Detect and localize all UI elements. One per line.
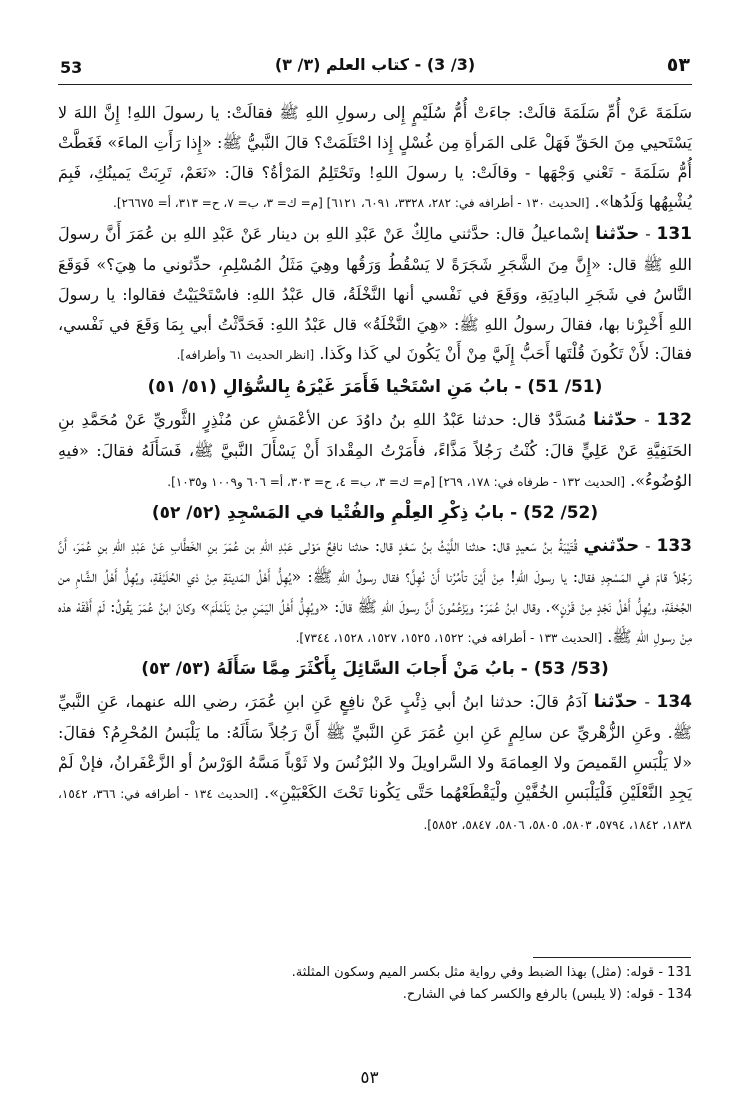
header-rule [58,84,692,85]
footer-page-number: ٥٣ [360,1068,379,1088]
hadith-number: 133 [656,536,693,557]
main-text [58,98,692,841]
hadith-number: 132 [656,409,693,430]
hadith-opener: حدّثنا [593,691,638,713]
footnote-131: 131 - قوله: (مثل) بهذا الضبط وفي رواية مثل بكسر الميم وسكون المثلثة. [291,965,692,980]
footnotes [58,962,692,1006]
hadith-reference: [الحديث ١٣٤ - أطرافه في: ٣٦٦، ١٥٤٢، ١٨٣٨، ١٨٤٢، ٥٧٩٤، ٥٨٠٣، ٥٨٠٥، ٥٨٠٦، ٥٨٤٧، ٥٨٥٢]. [58,786,692,833]
hadith-reference: [الحديث ١٣٢ - طرفاه في: ١٧٨، ٢٦٩] [م= ك= ٣، ب= ٤، ح= ٣٠٣، أ= ٦٠٦ و١٠٠٩ و١٠٣٥]. [167,474,626,489]
footnote-134: 134 - قوله: (لا يلبس) بالرفع والكسر كما في الشارح. [402,987,692,1002]
hadith-134: 134 - حدّثنا آدَمُ قالَ: حدثنا ابنُ أبي ذِئْبٍ عَنْ نافِعٍ عَنِ ابنِ عُمَرَ، رضي الله عنهما، عَنِ النَّبيِّ ﷺ. وعَنِ الزُّهْريِّ عن سالِمٍ عَنِ ابنِ عُمَرَ عَنِ النَّبيِّ ﷺ أَنَّ رَجُلاً سَأَلَهُ: ما يَلْبَسُ المُحْرِمُ؟ فقالَ: «لا يَلْبَسِ القَميصَ ولا العِمامَةَ ولا السَّراويلَ ولا البُرْنُسَ ولا ثَوْباً مَسَّهُ الوَرْسُ أو الزَّعْفَرانُ، فإنْ لَمْ يَجِدِ النَّعْلَيْنِ فَلْيَلْبَسِ الخُفَّيْنِ ولْيَقْطَعْهُما حَتَّى يَكُونا تَحْتَ الكَعْبَيْنِ». [الحديث ١٣٤ - أطرافه في: ٣٦٦، ١٥٤٢، ١٨٣٨، ١٨٤٢، ٥٧٩٤، ٥٨٠٣، ٥٨٠٥، ٥٨٠٦، ٥٨٤٧، ٥٨٥٢]. [58,691,693,833]
hadith-opener: حدّثنا [593,408,638,430]
hadith-reference: [انظر الحديث ٦١ وأطرافه]. [176,348,315,363]
hadith-number: 131 [656,224,693,245]
hadith-text: قُتَيْبَةُ بنُ سَعيدٍ قال: حدثنا اللَّيْثُ بنُ سَعْدٍ قال: حدثنا نافِعٌ مَوْلى عَبْدِ اللهِ بن عُمَرَ بنِ الخَطَّابِ عَنْ عَبْدِ اللهِ بنِ عُمَرَ، أَنَّ رَجُلاً قامَ في المَسْجِدِ فقال: يا رسولَ اللهِ! مِنْ أَيْنَ تأمُرُنا أَنْ نُهِلَّ؟ فقال رسولُ اللهِ ﷺ: «يُهِلُّ أَهْلُ المَدينَةِ مِنْ ذي الحُلَيْفَةِ، ويُهِلُّ أَهْلُ الشَّامِ من الجُحْفَةِ، ويُهِلُّ أَهْلُ نَجْدٍ مِنْ قَرْنٍ». وقال ابنُ عُمَرَ: ويَزْعُمُونَ أَنَّ رسولَ اللهِ ﷺ قالَ: «ويُهِلُّ أَهْلُ اليَمَنِ مِنْ يَلَمْلَمَ» وكانَ ابنُ عُمَرَ يَقُولُ: لَمْ أَفْقَهْ هذه مِنْ رسولِ اللهِ ﷺ. [58,536,692,646]
hadith-reference: [الحديث ١٣٠ - أطرافه في: ٢٨٢، ٣٣٢٨، ٦٠٩١، ٦١٢١] [م= ك= ٣، ب= ٧، ح= ٣١٣، أ= ٢٦٦٧٥]. [113,196,590,211]
hadith-text: مُسَدَّدٌ قال: حدثنا عَبْدُ اللهِ بنُ داوُدَ عن الأعْمَشِ عن مُنْذِرٍ الثَّوريِّ عَنْ مُحَمَّدِ بنِ الحَنَفِيَّةِ عَنْ عَلِيٍّ قالَ: كُنْتُ رَجُلاً مَذَّاءً، فأَمَرْتُ المِقْدادَ أَنْ يَسْأَلَ النَّبيَّ ﷺ، فَسَأَلَهُ فقالَ: «فيهِ الوُضُوءُ». [58,409,692,490]
hadith-130-continuation [58,98,692,219]
hadith-text: إسْماعيلُ قال: حدَّثني مالِكٌ عَنْ عَبْدِ اللهِ بن دينار عَنْ عَبْدِ اللهِ بن عُمَرَ أَنَّ رسولَ اللهِ ﷺ قال: «إِنَّ مِنَ الشَّجَرِ شَجَرَةً لا يَسْقُطُ وَرَقُها وهِيَ مَثَلُ المُسْلِمِ، حدِّثوني ما هِيَ؟» فَوَقَعَ النَّاسُ في شَجَرِ البادِيَةِ، ووَقَعَ في نَفْسي أنها النَّخْلَةُ، قال عَبْدُ اللهِ: فاسْتَحْيَيْتُ فقالوا: يا رسولَ اللهِ أَخْبِرْنا بها، فقالَ رسولُ اللهِ ﷺ: «هِيَ النَّخْلَةُ» قال عَبْدُ اللهِ: فَحَدَّثْتُ أبي بِمَا وَقَعَ في نَفْسي، فقالَ: لأَنْ تَكُونَ قُلْتَها أَحَبُّ إِلَيَّ مِنْ أَنْ يَكُونَ لي كَذا وكَذا. [58,224,692,364]
hadith-reference: [الحديث ١٣٣ - أطرافه في: ١٥٢٢، ١٥٢٥، ١٥٢٧، ١٥٢٨، ٧٣٤٤]. [295,630,603,645]
page-number-latin: 53 [60,58,83,77]
chapter-heading-52: (52/ 52) - بابُ ذِكْرِ العِلْمِ والفُتْيا في المَسْجِدِ (٥٢/ ٥٢) [151,503,599,524]
hadith-text: سَلَمَةَ عَنْ أُمِّ سَلَمَةَ قالَتْ: جاءَتْ أُمُّ سُلَيْمٍ إِلى رسولِ اللهِ ﷺ فقالَتْ: يا رسولَ اللهِ! إِنَّ اللهَ لا يَسْتَحيي مِنَ الحَقِّ فَهَلْ عَلى المَرأةِ مِن غُسْلٍ إِذا احْتَلَمَتْ؟ قالَ النَّبيُّ ﷺ: «إِذا رَأَتِ الماءَ» فَغَطَّتْ أُمُّ سَلَمَةَ - تَعْني وَجْهَها - وقالَتْ: يا رسولَ اللهِ! وتَحْتَلِمُ المَرْأةُ؟ قالَ: «نَعَمْ، تَرِبَتْ يَمينُكِ، فَبِمَ يُشْبِهُها وَلَدُها». [58,103,692,212]
hadith-131: 131 - حدّثنا إسْماعيلُ قال: حدَّثني مالِكٌ عَنْ عَبْدِ اللهِ بن دينار عَنْ عَبْدِ اللهِ بن عُمَرَ أَنَّ رسولَ اللهِ ﷺ قال: «إِنَّ مِنَ الشَّجَرِ شَجَرَةً لا يَسْقُطُ وَرَقُها وهِيَ مَثَلُ المُسْلِمِ، حدِّثوني ما هِيَ؟» فَوَقَعَ النَّاسُ في شَجَرِ البادِيَةِ، ووَقَعَ في نَفْسي أنها النَّخْلَةُ، قال عَبْدُ اللهِ: فاسْتَحْيَيْتُ فقالوا: يا رسولَ اللهِ أَخْبِرْنا بها، فقالَ رسولُ اللهِ ﷺ: «هِيَ النَّخْلَةُ» قال عَبْدُ اللهِ: فَحَدَّثْتُ أبي بِمَا وَقَعَ في نَفْسي، فقالَ: لأَنْ تَكُونَ قُلْتَها أَحَبُّ إِلَيَّ مِنْ أَنْ يَكُونَ لي كَذا وكَذا. [انظر الحديث ٦١ وأطرافه]. [58,223,693,364]
hadith-number: 134 [656,692,693,713]
footnote-rule [533,957,691,958]
hadith-text: آدَمُ قالَ: حدثنا ابنُ أبي ذِئْبٍ عَنْ نافِعٍ عَنِ ابنِ عُمَرَ، رضي الله عنهما، عَنِ النَّبيِّ ﷺ. وعَنِ الزُّهْريِّ عن سالِمٍ عَنِ ابنِ عُمَرَ عَنِ النَّبيِّ ﷺ أَنَّ رَجُلاً سَأَلَهُ: ما يَلْبَسُ المُحْرِمُ؟ فقالَ: «لا يَلْبَسِ القَميصَ ولا العِمامَةَ ولا السَّراويلَ ولا البُرْنُسَ ولا ثَوْباً مَسَّهُ الوَرْسُ أو الزَّعْفَرانُ، فإنْ لَمْ يَجِدِ النَّعْلَيْنِ فَلْيَلْبَسِ الخُفَّيْنِ ولْيَقْطَعْهُما حَتَّى يَكُونا تَحْتَ الكَعْبَيْنِ». [58,692,692,802]
page-header [60,52,690,82]
hadith-132: 132 - حدّثنا مُسَدَّدٌ قال: حدثنا عَبْدُ اللهِ بنُ داوُدَ عن الأعْمَشِ عن مُنْذِرٍ الثَّوريِّ عَنْ مُحَمَّدِ بنِ الحَنَفِيَّةِ عَنْ عَلِيٍّ قالَ: كُنْتُ رَجُلاً مَذَّاءً، فأَمَرْتُ المِقْدادَ أَنْ يَسْأَلَ النَّبيَّ ﷺ، فَسَأَلَهُ فقالَ: «فيهِ الوُضُوءُ». [الحديث ١٣٢ - طرفاه في: ١٧٨، ٢٦٩] [م= ك= ٣، ب= ٤، ح= ٣٠٣، أ= ٦٠٦ و١٠٠٩ و١٠٣٥]. [58,408,693,490]
chapter-heading-51: (51/ 51) - بابُ مَنِ اسْتَحْيا فَأَمَرَ غَيْرَهُ بِالسُّؤالِ (٥١/ ٥١) [147,377,603,398]
chapter-heading-53: (53/ 53) - بابُ مَنْ أَجابَ السَّائِلَ بِأَكْثَرَ مِمَّا سَأَلَهُ (٥٣/ ٥٣) [141,659,609,680]
running-title: (3/ 3) - كتاب العلم (٣/ ٣) [274,55,476,74]
hadith-133: 133 - حدّثني قُتَيْبَةُ بنُ سَعيدٍ قال: حدثنا اللَّيْثُ بنُ سَعْدٍ قال: حدثنا نافِعٌ مَوْلى عَبْدِ اللهِ بن عُمَرَ بنِ الخَطَّابِ عَنْ عَبْدِ اللهِ بنِ عُمَرَ، أَنَّ رَجُلاً قامَ في المَسْجِدِ فقال: يا رسولَ اللهِ! مِنْ أَيْنَ تأمُرُنا أَنْ نُهِلَّ؟ فقال رسولُ اللهِ ﷺ: «يُهِلُّ أَهْلُ المَدينَةِ مِنْ ذي الحُلَيْفَةِ، ويُهِلُّ أَهْلُ الشَّامِ من الجُحْفَةِ، ويُهِلُّ أَهْلُ نَجْدٍ مِنْ قَرْنٍ». وقال ابنُ عُمَرَ: ويَزْعُمُونَ أَنَّ رسولَ اللهِ ﷺ قالَ: «ويُهِلُّ أَهْلُ اليَمَنِ مِنْ يَلَمْلَمَ» وكانَ ابنُ عُمَرَ يَقُولُ: لَمْ أَفْقَهْ هذه مِنْ رسولِ اللهِ ﷺ. [الحديث ١٣٣ - أطرافه في: ١٥٢٢، ١٥٢٥، ١٥٢٧، ١٥٢٨، ٧٣٤٤]. [58,535,693,646]
page-number-arabic: ٥٣ [666,54,690,76]
hadith-opener: حدّثني [583,535,640,557]
hadith-opener: حدّثنا [595,223,640,245]
